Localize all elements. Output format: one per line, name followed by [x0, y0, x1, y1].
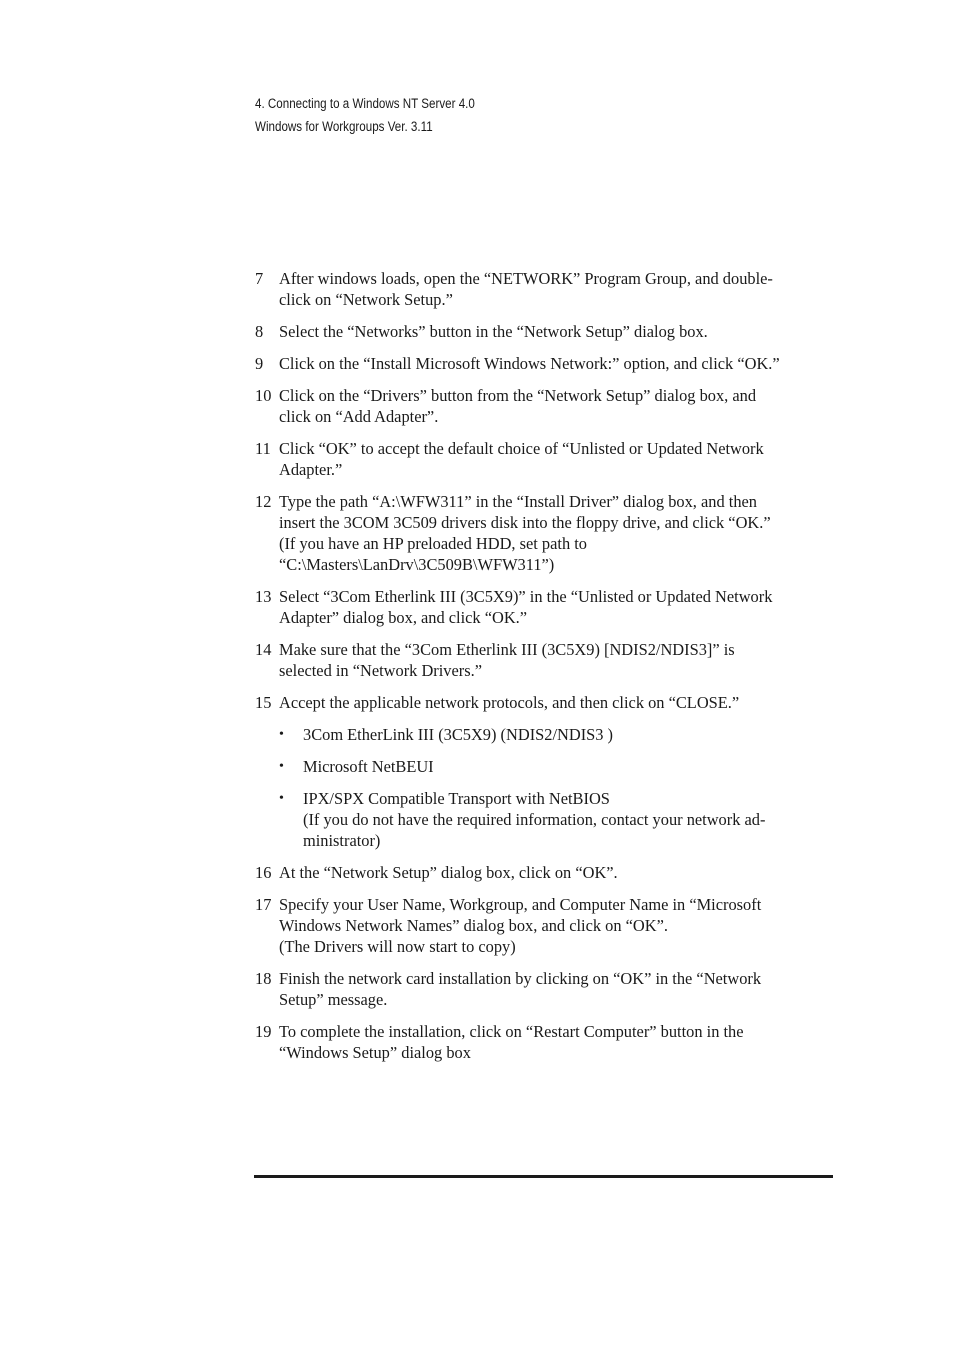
- step-9: [255, 353, 835, 374]
- footer-rule: [254, 1175, 833, 1178]
- bullet-line: IPX/SPX Compatible Transport with NetBIOS: [303, 789, 610, 808]
- bullet-line: 3Com EtherLink III (3C5X9) (NDIS2/NDIS3 ): [303, 725, 614, 744]
- step-19: [255, 1021, 835, 1063]
- step-number: 16: [255, 863, 272, 882]
- step-12: [255, 491, 835, 575]
- step-line: click on “Add Adapter”.: [279, 407, 439, 426]
- step-line: click on “Network Setup.”: [279, 290, 453, 309]
- list-item: [279, 756, 835, 777]
- list-item: [279, 788, 835, 851]
- step-text: [279, 586, 835, 628]
- step-number: 19: [255, 1022, 272, 1041]
- step-text: [279, 894, 835, 957]
- step-line: After windows loads, open the “NETWORK” Program Group, and double-: [279, 269, 773, 288]
- bullet-text: [303, 724, 835, 745]
- step-text: [279, 385, 835, 427]
- step-number: 13: [255, 587, 272, 606]
- step-number: 14: [255, 640, 272, 659]
- step-line: Make sure that the “3Com Etherlink III (3C5X9) [NDIS2/NDIS3]” is: [279, 640, 735, 659]
- bullet-text: [303, 788, 835, 851]
- step-text: [279, 268, 835, 310]
- step-number: 11: [255, 439, 271, 458]
- step-text: [279, 862, 835, 883]
- bullet-icon: •: [279, 759, 284, 774]
- step-text: [279, 639, 835, 681]
- step-line: Select “3Com Etherlink III (3C5X9)” in the “Unlisted or Updated Network: [279, 587, 773, 606]
- section-title: Windows for Workgroups Ver. 3.11: [255, 119, 433, 134]
- step-line: Setup” message.: [279, 990, 388, 1009]
- step-8: [255, 321, 835, 342]
- step-number: 7: [255, 269, 264, 288]
- bullet-line: ministrator): [303, 831, 381, 850]
- step-line: Specify your User Name, Workgroup, and Computer Name in “Microsoft: [279, 895, 762, 914]
- step-text: [279, 321, 835, 342]
- step-line: Windows Network Names” dialog box, and click on “OK”.: [279, 916, 668, 935]
- step-line: Select the “Networks” button in the “Network Setup” dialog box.: [279, 322, 708, 341]
- step-10: [255, 385, 835, 427]
- step-18: [255, 968, 835, 1010]
- bullet-icon: •: [279, 727, 284, 742]
- step-number: 17: [255, 895, 272, 914]
- step-line: selected in “Network Drivers.”: [279, 661, 482, 680]
- step-line: “C:\Masters\LanDrv\3C509B\WFW311”): [279, 555, 555, 574]
- step-line: Finish the network card installation by clicking on “OK” in the “Network: [279, 969, 762, 988]
- step-line: At the “Network Setup” dialog box, click on “OK”.: [279, 863, 618, 882]
- step-17: [255, 894, 835, 957]
- step-line: Click “OK” to accept the default choice of “Unlisted or Updated Network: [279, 439, 764, 458]
- step-number: 8: [255, 322, 264, 341]
- step-text: [279, 692, 835, 851]
- step-number: 18: [255, 969, 272, 988]
- bullet-text: [303, 756, 835, 777]
- step-line: “Windows Setup” dialog box: [279, 1043, 471, 1062]
- step-line: Type the path “A:\WFW311” in the “Install Driver” dialog box, and then: [279, 492, 757, 511]
- step-number: 12: [255, 492, 272, 511]
- step-number: 15: [255, 693, 272, 712]
- step-text: [279, 968, 835, 1010]
- step-line: Accept the applicable network protocols, and then click on “CLOSE.”: [279, 693, 740, 712]
- steps-list: [255, 268, 835, 1074]
- step-text: [279, 353, 835, 374]
- bullet-icon: •: [279, 791, 284, 806]
- step-text: [279, 491, 835, 575]
- bullet-line: (If you do not have the required information, contact your network ad-: [303, 810, 766, 829]
- step-11: [255, 438, 835, 480]
- step-13: [255, 586, 835, 628]
- step-line: (If you have an HP preloaded HDD, set path to: [279, 534, 587, 553]
- list-item: [279, 724, 835, 745]
- step-line: Adapter.”: [279, 460, 343, 479]
- step-line: To complete the installation, click on “Restart Computer” button in the: [279, 1022, 744, 1041]
- step-14: [255, 639, 835, 681]
- step-text: [279, 438, 835, 480]
- step-16: [255, 862, 835, 883]
- step-number: 10: [255, 386, 272, 405]
- running-header: [255, 95, 511, 136]
- step-line: Click on the “Drivers” button from the “Network Setup” dialog box, and: [279, 386, 757, 405]
- step-line: insert the 3COM 3C509 drivers disk into the floppy drive, and click “OK.”: [279, 513, 771, 532]
- protocol-list: [279, 724, 835, 851]
- bullet-line: Microsoft NetBEUI: [303, 757, 434, 776]
- step-line: Click on the “Install Microsoft Windows Network:” option, and click “OK.”: [279, 354, 780, 373]
- step-text: [279, 1021, 835, 1063]
- step-15: [255, 692, 835, 851]
- step-line: (The Drivers will now start to copy): [279, 937, 516, 956]
- step-7: [255, 268, 835, 310]
- step-line: Adapter” dialog box, and click “OK.”: [279, 608, 528, 627]
- step-number: 9: [255, 354, 264, 373]
- chapter-title: 4. Connecting to a Windows NT Server 4.0: [255, 96, 475, 111]
